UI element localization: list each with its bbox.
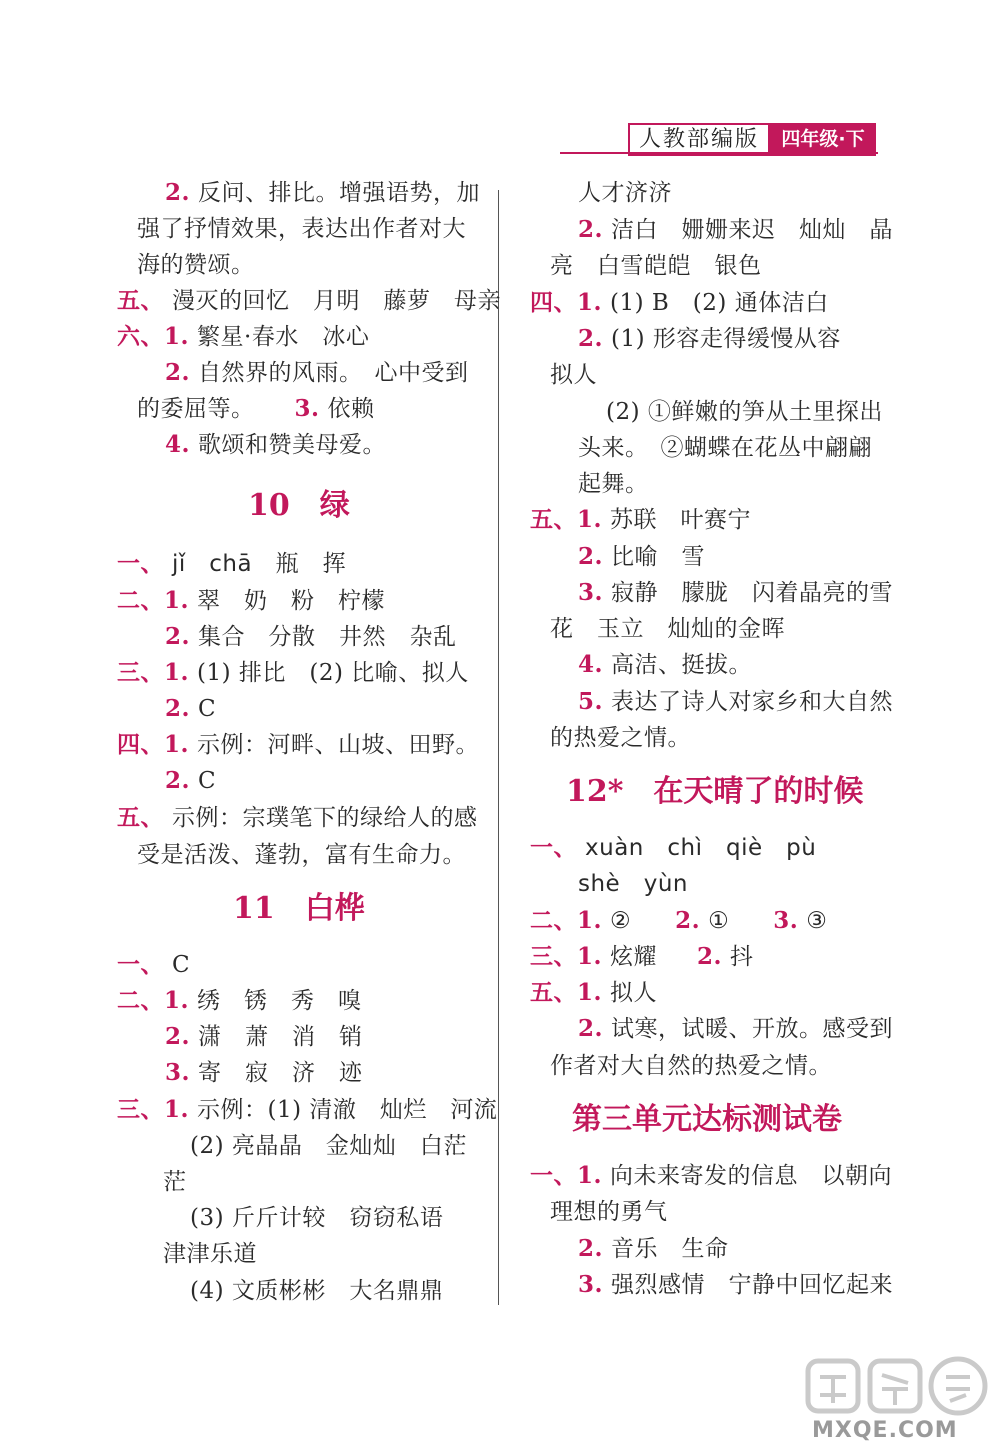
answer-line: 2. 自然界的风雨。 心中受到 <box>165 359 469 386</box>
answer-line: 五、 示例：宗璞笔下的绿给人的感 <box>117 804 478 831</box>
answer-line: 一、 xuàn chì qiè pù <box>530 834 817 861</box>
answer-line: 2. 洁白 姗姗来迟 灿灿 晶 <box>578 216 894 243</box>
answer-line: 海的赞颂。 <box>137 252 255 278</box>
answer-line: 作者对大自然的热爱之情。 <box>550 1053 832 1079</box>
answer-line: (2) ①鲜嫩的笋从土里探出 <box>606 399 883 425</box>
answer-line: 五、1. 拟人 <box>530 979 658 1006</box>
unit-test-title: 第三单元达标测试卷 <box>572 1102 842 1137</box>
answer-line: 2. 音乐 生命 <box>578 1235 729 1262</box>
answer-line: 五、 漫灭的回忆 月明 藤萝 母亲 <box>117 287 501 314</box>
answer-line: 起舞。 <box>578 471 649 497</box>
answer-line: 四、1. 示例：河畔、山坡、田野。 <box>117 731 480 758</box>
answer-line: 一、 C <box>117 951 191 978</box>
answer-line: 三、1. 示例：(1) 清澈 灿烂 河流 <box>117 1096 498 1123</box>
answer-line: 2. (1) 形容走得缓慢从容 <box>578 325 841 352</box>
answer-line: 五、1. 苏联 叶赛宁 <box>530 506 752 533</box>
answer-line: 2. 试寒，试暖、开放。感受到 <box>578 1015 894 1042</box>
header-rule <box>560 152 878 154</box>
answer-line: 的委屈等。 3. 依赖 <box>137 395 375 422</box>
answer-line: 二、1. 翠 奶 粉 柠檬 <box>117 587 386 614</box>
answer-line: 3. 寂静 朦胧 闪着晶亮的雪 <box>578 579 894 606</box>
answer-line: 受是活泼、蓬勃，富有生命力。 <box>137 842 466 868</box>
answer-line: 5. 表达了诗人对家乡和大自然 <box>578 688 894 715</box>
answer-line: 2. 比喻 雪 <box>578 543 706 570</box>
answer-line: 一、 jǐ chā 瓶 挥 <box>117 550 347 577</box>
answer-line: 茫 <box>163 1169 187 1195</box>
answer-line: 的热爱之情。 <box>550 725 691 751</box>
edition-label: 人教部编版 <box>628 123 770 156</box>
answer-line: 强了抒情效果，表达出作者对大 <box>137 216 466 242</box>
answer-line: 头来。 ②蝴蝶在花丛中翩翩 <box>578 435 872 461</box>
answer-line: 2. C <box>165 767 217 794</box>
answer-line: (3) 斤斤计较 窃窃私语 <box>190 1205 444 1231</box>
answer-line: 花 玉立 灿灿的金晖 <box>550 616 785 642</box>
watermark-site-text: MXQE.COM <box>812 1418 958 1443</box>
answer-line: 2. 集合 分散 井然 杂乱 <box>165 623 457 650</box>
answer-line: (4) 文质彬彬 大名鼎鼎 <box>190 1278 444 1304</box>
answer-line: 一、1. 向未来寄发的信息 以朝向 <box>530 1162 893 1189</box>
answer-line: 理想的勇气 <box>550 1199 668 1225</box>
answer-line: 3. 寄 寂 济 迹 <box>165 1059 363 1086</box>
column-divider <box>498 190 499 1305</box>
answer-line: 拟人 <box>550 362 597 388</box>
lesson-title: 12* 在天晴了的时候 <box>566 774 864 809</box>
answer-line: 六、1. 繁星·春水 冰心 <box>117 323 370 350</box>
answer-line: 亮 白雪皑皑 银色 <box>550 253 762 279</box>
answer-line: 4. 歌颂和赞美母爱。 <box>165 431 387 458</box>
answer-line: shè yùn <box>578 871 688 897</box>
answer-line: 二、1. ② 2. ① 3. ③ <box>530 907 828 934</box>
answer-line: 3. 强烈感情 宁静中回忆起来 <box>578 1271 894 1298</box>
lesson-title: 10 绿 <box>248 488 350 523</box>
answer-line: 2. 潇 萧 消 销 <box>165 1023 363 1050</box>
answer-line: 2. 反问、排比。增强语势，加 <box>165 179 481 206</box>
answer-line: 四、1. (1) B (2) 通体洁白 <box>530 289 829 316</box>
answer-line: 三、1. (1) 排比 (2) 比喻、拟人 <box>117 659 469 686</box>
lesson-title: 11 白桦 <box>233 891 365 926</box>
grade-badge: 四年级·下 <box>770 123 876 156</box>
answer-line: 4. 高洁、挺拔。 <box>578 651 753 678</box>
answer-line: 人才济济 <box>578 180 672 206</box>
answer-line: 2. C <box>165 695 217 722</box>
answer-line: 三、1. 炫耀 2. 抖 <box>530 943 754 970</box>
answer-line: 津津乐道 <box>163 1241 257 1267</box>
answer-line: 二、1. 绣 锈 秀 嗅 <box>117 987 362 1014</box>
answer-line: (2) 亮晶晶 金灿灿 白茫 <box>190 1133 467 1159</box>
